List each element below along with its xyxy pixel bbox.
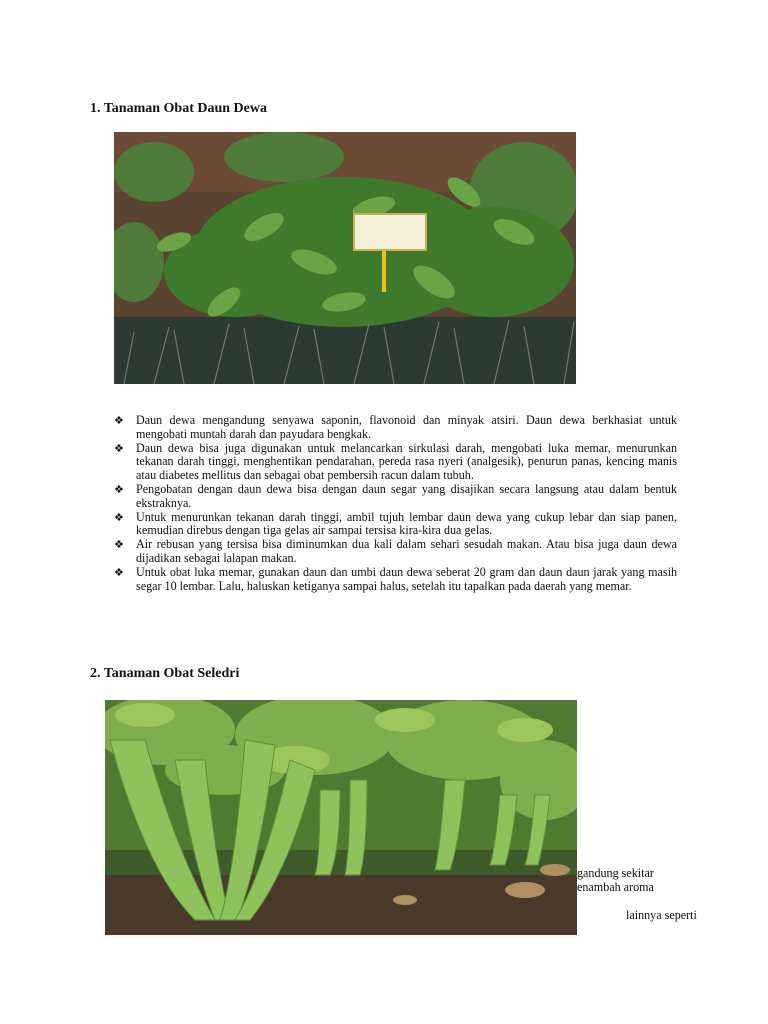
diamond-bullet-icon: ❖ (114, 441, 124, 455)
list-item: ❖ Untuk menurunkan tekanan darah tinggi, ambil tujuh lembar daun dewa yang cukup lebar dan siap panen, kemudian direbus dengan tiga gelas air sampai tersisa kira-kira dua gelas. (114, 509, 677, 538)
partial-text-line: enambah aroma (577, 880, 654, 894)
partial-text-line: gandung sekitar (577, 866, 654, 880)
diamond-bullet-icon: ❖ (114, 538, 124, 552)
daun-dewa-photo (114, 132, 576, 384)
diamond-bullet-icon: ❖ (114, 510, 124, 524)
diamond-bullet-icon: ❖ (114, 414, 124, 427)
seledri-photo (105, 700, 577, 935)
list-item: ❖ Untuk obat luka memar, gunakan daun dan umbi daun dewa seberat 20 gram dan daun daun jarak yang masih segar 10 lembar. Lalu, haluskan ketiganya sampai halus, setelah itu tapalkan pada daerah yang memar. (114, 564, 677, 593)
section-1-heading: 1. Tanaman Obat Daun Dewa (90, 101, 267, 116)
list-item: ❖ Air rebusan yang tersisa bisa diminumkan dua kali dalam sehari sesudah makan. Atau bisa juga daun dewa dijadikan sebagai lalapan makan. (114, 537, 677, 565)
list-item: ❖ Pengobatan dengan daun dewa bisa dengan daun segar yang disajikan secara langsung atau dalam bentuk ekstraknya. (114, 481, 677, 510)
section-2-heading: 2. Tanaman Obat Seledri (90, 666, 240, 681)
list-item: ❖ Daun dewa mengandung senyawa saponin, flavonoid dan minyak atsiri. Daun dewa berkhasiat untuk mengobati muntah darah dan payudara bengkak. (114, 413, 677, 441)
partial-text-line: lainnya seperti (626, 908, 697, 922)
list-item: ❖ Daun dewa bisa juga digunakan untuk melancarkan sirkulasi darah, mengobati luka memar, menurunkan tekanan darah tinggi, menghentikan pendarahan, pereda rasa nyeri (analgesik), penurun panas, kencing manis atau diabetes mellitus dan sebagai obat pembersih racun dalam tubuh. (114, 440, 677, 483)
diamond-bullet-icon: ❖ (114, 565, 124, 579)
daun-dewa-image (114, 132, 576, 384)
seledri-image (105, 700, 577, 935)
daun-dewa-bullet-list (114, 414, 677, 593)
diamond-bullet-icon: ❖ (114, 482, 124, 496)
